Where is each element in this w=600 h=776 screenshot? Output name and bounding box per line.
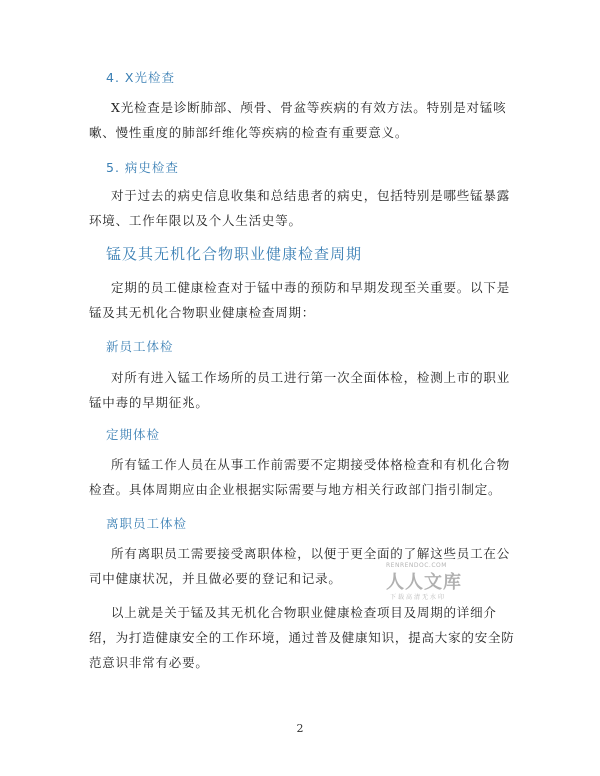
cycle-heading: 锰及其无机化合物职业健康检查周期	[106, 245, 363, 263]
watermark-logo	[386, 562, 476, 608]
watermark-tagline: 下载高清无水印	[390, 594, 447, 601]
section-5-body: 对于过去的病史信息收集和总结患者的病史，包括特别是哪些锰暴露环境、工作年限以及个人生活史等。	[89, 188, 511, 228]
new-employee-body: 对所有进入锰工作场所的员工进行第一次全面体检，检测上市的职业锰中毒的早期征兆。	[89, 370, 511, 410]
page-number: 2	[296, 722, 304, 735]
departing-body: 所有离职员工需要接受离职体检，以便于更全面的了解这些员工在公司中健康状况，并且做必要的登记和记录。	[89, 546, 511, 586]
conclusion-body: 以上就是关于锰及其无机化合物职业健康检查项目及周期的详细介绍，为打造健康安全的工作环境，通过普及健康知识，提高大家的安全防范意识非常有必要。	[89, 605, 515, 670]
departing-heading: 离职员工体检	[106, 516, 188, 531]
periodic-body: 所有锰工作人员在从事工作前需要不定期接受体格检查和有机化合物检查。具体周期应由企业根据实际需要与地方相关行政部门指引制定。	[89, 457, 511, 497]
new-employee-heading: 新员工体检	[106, 339, 174, 354]
watermark-url: RENRENDOC.COM	[386, 562, 447, 569]
cycle-intro: 定期的员工健康检查对于锰中毒的预防和早期发现至关重要。以下是锰及其无机化合物职业健康检查周期：	[89, 280, 511, 320]
periodic-heading: 定期体检	[106, 427, 161, 442]
section-4-heading: 4. X光检查	[106, 70, 175, 85]
section-4-body: X光检查是诊断肺部、颅骨、骨盆等疾病的有效方法。特别是对锰咳嗽、慢性重度的肺部纤维化等疾病的检查有重要意义。	[89, 100, 507, 140]
section-5-heading: 5. 病史检查	[106, 160, 179, 175]
watermark-name: 人人文库	[386, 572, 462, 593]
